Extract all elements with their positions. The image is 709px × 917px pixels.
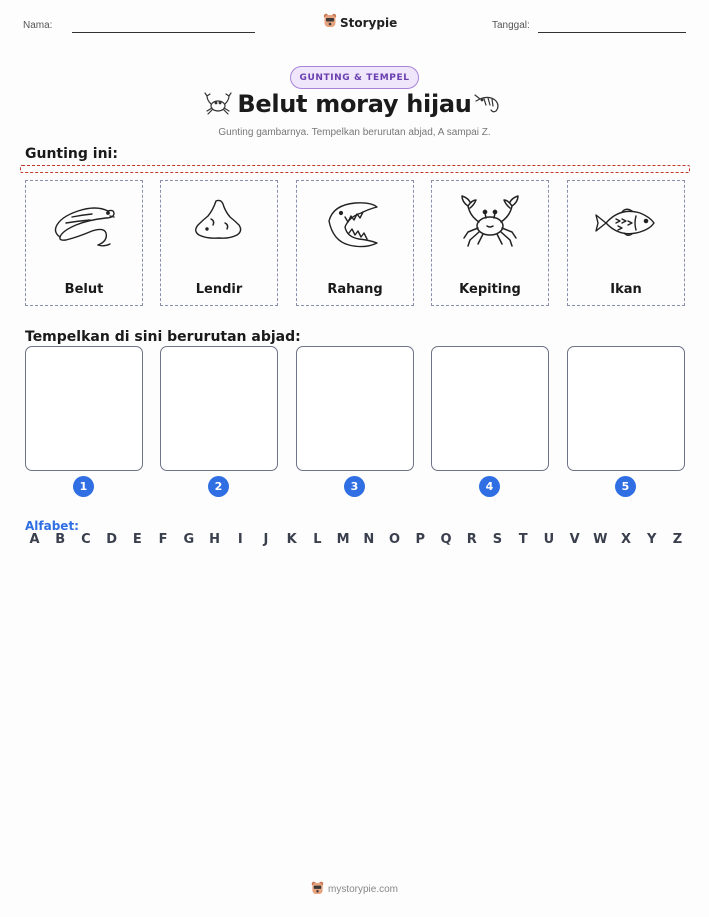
letter: W <box>593 532 608 547</box>
letter: G <box>183 532 195 547</box>
brand-logo <box>323 13 397 32</box>
name-label: Nama: <box>23 20 53 31</box>
letter: T <box>518 532 528 547</box>
letter: D <box>106 532 118 547</box>
letter: R <box>466 532 477 547</box>
cut-card-belut[interactable] <box>25 180 143 306</box>
slot-number-3: 3 <box>344 476 365 497</box>
card-label: Belut <box>64 282 104 297</box>
letter: C <box>81 532 91 547</box>
brand-name: Storypie <box>340 15 398 30</box>
cut-card-kepiting[interactable] <box>431 180 549 306</box>
card-label: Kepiting <box>459 282 521 297</box>
cut-card-rahang[interactable] <box>296 180 414 306</box>
slot-number-4: 4 <box>479 476 500 497</box>
card-label: Ikan <box>610 282 642 297</box>
letter: P <box>415 532 426 547</box>
letter: H <box>209 532 220 547</box>
letter: Q <box>440 532 452 547</box>
activity-badge: GUNTING & TEMPEL <box>290 66 419 89</box>
letter: J <box>263 532 269 547</box>
card-label: Lendir <box>195 282 243 297</box>
alphabet-row <box>26 532 686 547</box>
date-field-line[interactable] <box>538 32 686 33</box>
letter: L <box>313 532 322 547</box>
bear-logo-icon <box>323 13 337 32</box>
slot-number-5: 5 <box>615 476 636 497</box>
letter: Y <box>647 532 657 547</box>
letter: U <box>543 532 555 547</box>
paste-box-2[interactable] <box>160 346 278 471</box>
letter: N <box>363 532 375 547</box>
paste-box-3[interactable] <box>296 346 414 471</box>
cut-section-title: Gunting ini: <box>25 146 118 162</box>
fish-icon <box>568 187 684 259</box>
letter: S <box>492 532 503 547</box>
name-field-line[interactable] <box>72 32 255 33</box>
bear-logo-icon <box>311 880 324 899</box>
letter: O <box>389 532 401 547</box>
letter: A <box>29 532 40 547</box>
card-label: Rahang <box>327 282 383 297</box>
letter: V <box>569 532 580 547</box>
letter: E <box>132 532 142 547</box>
jaw-icon <box>297 187 413 259</box>
footer-link[interactable]: mystorypie.com <box>327 884 398 895</box>
cut-card-lendir[interactable] <box>160 180 278 306</box>
letter: M <box>336 532 350 547</box>
cut-line <box>20 165 690 173</box>
eel-icon <box>26 187 142 259</box>
letter: X <box>621 532 632 547</box>
footer <box>0 880 709 899</box>
paste-box-4[interactable] <box>431 346 549 471</box>
slot-number-2: 2 <box>208 476 229 497</box>
alphabet-title: Alfabet: <box>25 519 79 533</box>
page-title: Belut moray hijau <box>237 90 472 118</box>
paste-section-title: Tempelkan di sini berurutan abjad: <box>25 329 301 345</box>
letter: B <box>55 532 66 547</box>
date-label: Tanggal: <box>492 20 530 31</box>
instructions: Gunting gambarnya. Tempelkan berurutan abjad, A sampai Z. <box>218 127 491 138</box>
paste-box-5[interactable] <box>567 346 685 471</box>
slot-number-1: 1 <box>73 476 94 497</box>
letter: K <box>286 532 297 547</box>
crab-icon <box>432 187 548 259</box>
letter: I <box>237 532 243 547</box>
slime-icon <box>161 187 277 259</box>
cut-card-ikan[interactable] <box>567 180 685 306</box>
shrimp-icon <box>474 91 504 121</box>
paste-box-1[interactable] <box>25 346 143 471</box>
letter: Z <box>672 532 683 547</box>
letter: F <box>158 532 168 547</box>
title-row <box>0 88 709 126</box>
